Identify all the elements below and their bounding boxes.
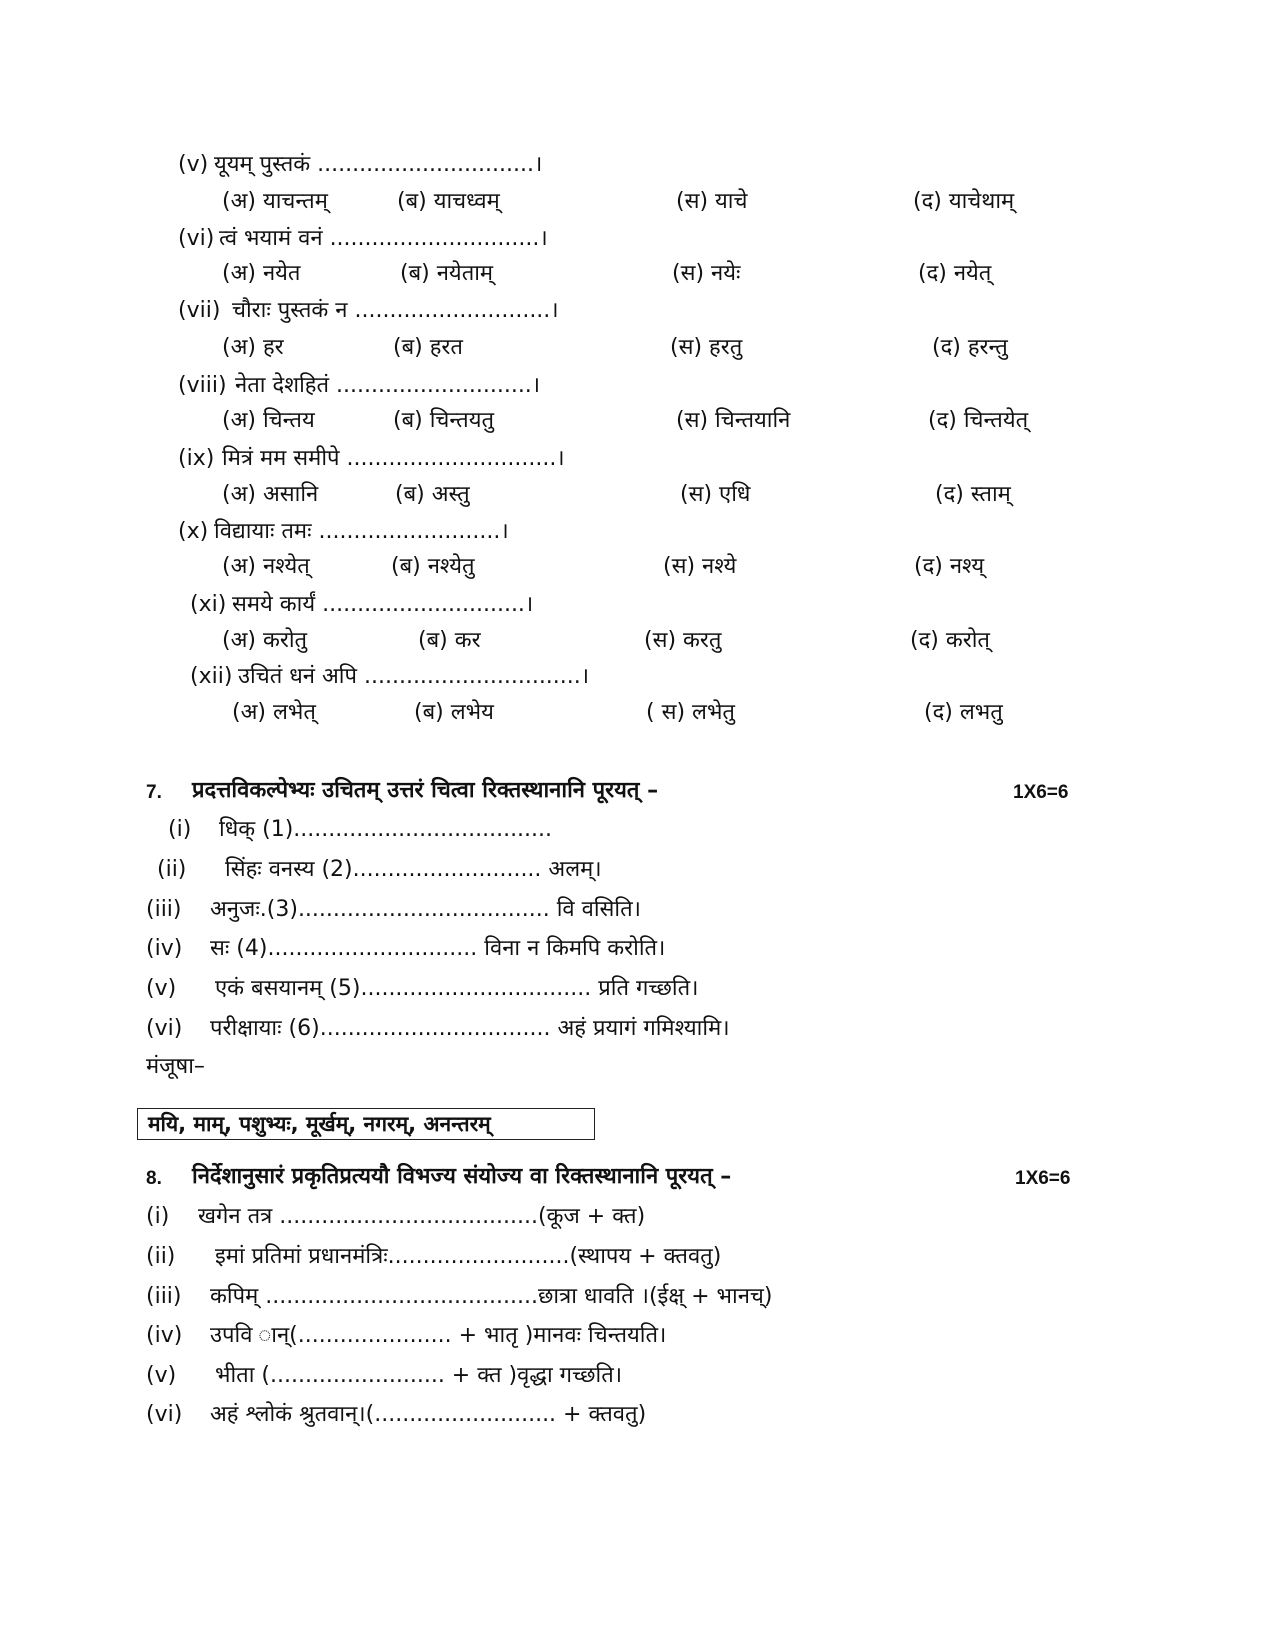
item-number: (ii) <box>146 1244 176 1269</box>
manjusha-box <box>137 1108 595 1140</box>
item-text: इमां प्रतिमां प्रधानमंत्रिः..........................(स्थापय + क्तवतु) <box>215 1244 722 1269</box>
option-a: (अ) हर <box>222 335 284 360</box>
item-text: अनुजः.(3).................................... वि वसिति। <box>210 897 641 922</box>
item-number: (ix) <box>178 446 215 471</box>
option-c: (स) एधि <box>680 482 751 507</box>
option-d: (द) याचेथाम् <box>913 189 1015 214</box>
item-text: परीक्षायाः (6)................................. अहं प्रयागं गमिश्यामि। <box>210 1016 730 1041</box>
option-a: (अ) नश्येत् <box>222 554 310 579</box>
item-stem: नेता देशहितं ............................। <box>235 373 541 398</box>
option-b: (ब) कर <box>418 628 481 653</box>
item-number: (xi) <box>190 592 227 617</box>
item-stem: मित्रं मम समीपे ..............................। <box>222 446 565 471</box>
manjusha-words: मयि, माम्, पशुभ्यः, मूर्खम्, नगरम्, अनन्तरम् <box>148 1112 491 1136</box>
option-c: ( स) लभेतु <box>646 700 735 725</box>
item-number: (v) <box>146 976 177 1001</box>
question-marks: 1X6=6 <box>1013 782 1069 803</box>
question-number: 7. <box>146 782 162 803</box>
option-b: (ब) हरत <box>393 335 463 360</box>
item-stem: चौराः पुस्तकं न ............................। <box>232 298 559 323</box>
question-marks: 1X6=6 <box>1015 1168 1071 1189</box>
option-c: (स) करतु <box>644 628 722 653</box>
item-number: (iv) <box>146 936 183 961</box>
item-number: (xii) <box>190 664 233 689</box>
option-d: (द) नश्य् <box>914 554 985 579</box>
option-b: (ब) याचध्वम् <box>397 189 500 214</box>
item-number: (x) <box>178 519 209 544</box>
item-text: एकं बसयानम् (5)................................. प्रति गच्छति। <box>215 976 699 1001</box>
option-d: (द) लभतु <box>924 700 1003 725</box>
item-stem: त्वं भयामं वनं ..............................। <box>219 226 548 251</box>
option-d: (द) स्ताम् <box>935 482 1011 507</box>
option-d: (द) हरन्तु <box>932 335 1008 360</box>
option-b: (ब) चिन्तयतु <box>393 408 495 433</box>
question-title: प्रदत्तविकल्पेभ्यः उचितम् उत्तरं चित्वा रिक्तस्थानानि पूरयत् – <box>192 778 659 803</box>
item-stem: विद्यायाः तमः ..........................। <box>214 519 509 544</box>
manjusha-label: मंजूषा– <box>146 1054 205 1079</box>
option-b: (ब) नश्येतु <box>391 554 475 579</box>
item-stem: यूयम् पुस्तकं ...............................। <box>214 152 543 177</box>
item-number: (i) <box>168 817 192 842</box>
option-a: (अ) असानि <box>222 482 319 507</box>
item-stem: उचितं धनं अपि ...............................। <box>238 664 590 689</box>
option-a: (अ) नयेत <box>222 261 301 286</box>
option-a: (अ) लभेत् <box>232 700 316 725</box>
option-c: (स) नश्ये <box>663 554 737 579</box>
question-number: 8. <box>146 1168 162 1189</box>
item-number: (vi) <box>178 226 215 251</box>
option-b: (ब) नयेताम् <box>400 261 494 286</box>
item-number: (iii) <box>146 1284 182 1309</box>
option-c: (स) चिन्तयानि <box>676 408 791 433</box>
option-c: (स) हरतु <box>670 335 743 360</box>
item-text: धिक् (1)..................................... <box>219 817 553 842</box>
item-number: (i) <box>146 1204 170 1229</box>
item-text: सिंहः वनस्य (2)........................... अलम्। <box>225 857 602 882</box>
item-text: अहं श्लोकं श्रुतवान्।(.......................... + क्तवतु) <box>210 1402 647 1427</box>
option-a: (अ) करोतु <box>222 628 308 653</box>
option-d: (द) चिन्तयेत् <box>928 408 1029 433</box>
question-title: निर्देशानुसारं प्रकृतिप्रत्ययौ विभज्य संयोज्य वा रिक्तस्थानानि पूरयत् – <box>192 1164 732 1189</box>
item-number: (vi) <box>146 1402 183 1427</box>
item-text: कपिम् .......................................छात्रा धावति ।(ईक्ष् + भानच्) <box>210 1284 773 1309</box>
item-number: (ii) <box>157 857 187 882</box>
option-d: (द) करोत् <box>910 628 990 653</box>
item-number: (viii) <box>178 373 227 398</box>
item-number: (v) <box>146 1363 177 1388</box>
option-a: (अ) चिन्तय <box>222 408 315 433</box>
option-c: (स) याचे <box>676 189 748 214</box>
item-number: (vii) <box>178 298 221 323</box>
item-number: (iii) <box>146 897 182 922</box>
item-text: खगेन तत्र .....................................(कूज + क्त) <box>198 1204 646 1229</box>
option-b: (ब) अस्तु <box>395 482 470 507</box>
item-text: उपवि ान्(...................... + भातृ )मानवः चिन्तयति। <box>210 1323 667 1348</box>
item-text: भीता (......................... + क्त )वृद्धा गच्छति। <box>215 1363 623 1388</box>
item-number: (iv) <box>146 1323 183 1348</box>
item-number: (v) <box>178 152 209 177</box>
item-text: सः (4).............................. विना न किमपि करोति। <box>210 936 666 961</box>
option-d: (द) नयेत् <box>918 261 992 286</box>
item-stem: समये कार्यं .............................। <box>232 592 534 617</box>
option-a: (अ) याचन्तम् <box>222 189 328 214</box>
option-b: (ब) लभेय <box>414 700 494 725</box>
option-c: (स) नयेः <box>672 261 741 286</box>
item-number: (vi) <box>146 1016 183 1041</box>
